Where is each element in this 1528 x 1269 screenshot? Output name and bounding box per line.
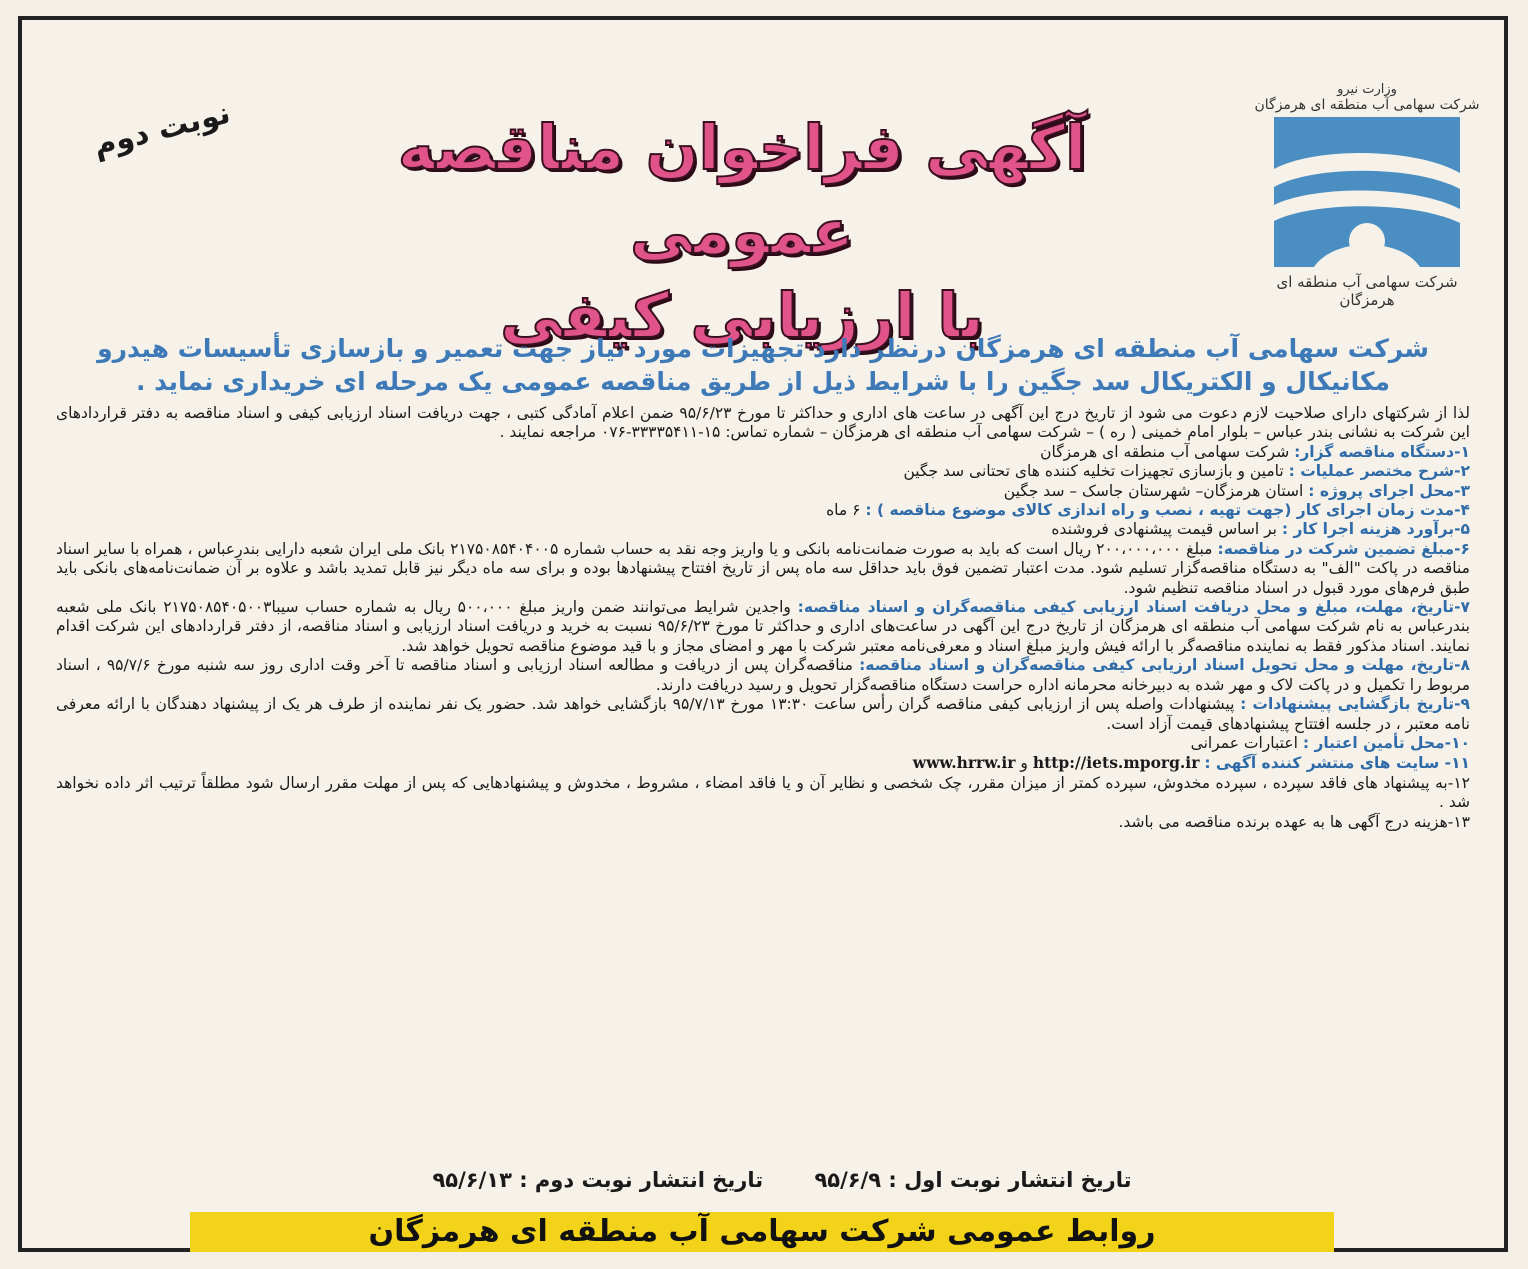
first-publish-date: تاریخ انتشار نوبت اول : ۹۵/۶/۹ (814, 1168, 1132, 1192)
list-item: ۱۲-به پیشنهاد های فاقد سپرده ، سپرده مخدوش، سپرده کمتر از میزان مقرر، چک شخصی و نظایر آن و یا فاقد امضاء ، مشروط ، مخدوش و پیشنهادهایی که پس از مهلت مقرر ارسال شود مطلقاً ترتیب اثر داده نخواهد شد . (56, 773, 1470, 812)
list-item: ۱۳-هزینه درج آگهی ها به عهده برنده مناقصه می باشد. (1118, 812, 1470, 831)
logo-company-bottom: شرکت سهامی آب منطقه ای هرمزگان (1276, 273, 1458, 309)
logo-company-top: شرکت سهامی آب منطقه ای هرمزگان (1254, 97, 1480, 113)
website-link-iets[interactable]: http://iets.mporg.ir (1032, 753, 1200, 773)
footer-banner: روابط عمومی شرکت سهامی آب منطقه ای هرمزگان (190, 1212, 1334, 1252)
list-item: ۸-تاریخ، مهلت و محل تحویل اسناد ارزیابی کیفی مناقصه‌گران و اسناد مناقصه: مناقصه‌گران پس از دریافت و مطالعه اسناد ارزیابی و اسناد مناقصه تا آخر وقت اداری روز سه شنبه مورخ ۹۵/۷/۶ ، اسناد مربوط را تکمیل و در پاکت لاک و مهر شده به دبیرخانه محرمانه اداره حراست دستگاه مناقصه‌گزار تحویل و رسید دریافت دارند. (56, 656, 1471, 694)
company-logo (1252, 82, 1482, 309)
list-item: ۷-تاریخ، مهلت، مبلغ و محل دریافت اسناد ارزیابی کیفی مناقصه‌گران و اسناد مناقصه: واجدین شرایط می‌توانند ضمن واریز مبلغ ۵۰۰،۰۰۰ ریال به شماره حساب سیبا۲۱۷۵۰۸۵۴۰۵۰۰۳ بانک ملی شعبه بندرعباس به نام شرکت سهامی آب منطقه ای هرمزگان از تاریخ درج این آگهی در ساعت‌های اداری و حداکثر تا مورخ ۹۵/۶/۲۳ نسبت به خرید و دریافت اسناد ارزیابی و اسناد مناقصه، از دفتر قراردادهای این شرکت اقدام نمایند. اسناد مذکور فقط به نماینده مناقصه‌گر با ارائه فیش واریز مبلغ اسناد و معرفی‌نامه معتبر شرکت با مهر و امضای مجاز و با قید موضوع مناقصه تحویل خواهد شد. (56, 598, 1470, 655)
notice-body (56, 404, 1470, 832)
list-item: ۵-برآورد هزینه اجرا کار : بر اساس قیمت پیشنهادی فروشنده (1051, 520, 1470, 539)
list-item: ۱۱- سایت های منتشر کننده آگهی : http://iets.mporg.ir و www.hrrw.ir (912, 753, 1470, 773)
list-item: ۱-دستگاه مناقصه گزار: شرکت سهامی آب منطقه ای هرمزگان (1040, 442, 1470, 461)
list-item: ۶-مبلغ تضمین شرکت در مناقصه: مبلغ ۲۰۰،۰۰۰،۰۰۰ ریال است که باید به صورت ضمانت‌نامه بانکی و یا واریز وجه نقد به حساب شماره ۲۱۷۵۰۸۵۴۰۴۰۰۵ بانک ملی ایران شعبه دارایی بندرعباس ، همراه با سایر اسناد مناقصه در پاکت "الف" به دستگاه مناقصه‌گزار تسلیم شود. مدت اعتبار تضمین فوق باید حداقل سه ماه پس از تاریخ افتتاح پیشنهادها بوده و برای سه ماه دیگر نیز قابل تمدید باشد و علاوه بر آن ضمانت‌نامه‌های بانکی باید طبق فرم‌های مورد قبول در اسناد مناقصه تنظیم شود. (56, 539, 1470, 597)
publish-dates (382, 1168, 1182, 1192)
header (22, 20, 1504, 352)
list-item: ۲-شرح مختصر عملیات : تامین و بازسازی تجهیزات تخلیه کننده های تحتانی سد جگین (903, 462, 1470, 481)
ministry-text: وزارت نیرو (1337, 82, 1397, 97)
water-wave-logo-icon (1274, 117, 1460, 267)
notice-page (18, 16, 1508, 1252)
list-item: ۹-تاریخ بازگشایی پیشنهادات : پیشنهادات واصله پس از ارزیابی کیفی مناقصه گران رأس ساعت ۱۳:۳۰ مورخ ۹۵/۷/۱۳ بازگشایی خواهد شد. حضور یک نفر نماینده از طرف هر یک از پیشنهاد دهندگان با ارائه معرفی نامه معتبر ، در جلسه افتتاح پیشنهادهای قیمت آزاد است. (56, 695, 1470, 733)
list-item: ۴-مدت زمان اجرای کار (جهت تهیه ، نصب و راه اندازی کالای موضوع مناقصه ) : ۶ ماه (826, 501, 1470, 520)
title-line-2: با ارزیابی کیفی (500, 279, 984, 352)
website-link-hrrw[interactable]: www.hrrw.ir (912, 753, 1016, 773)
page-title (322, 106, 1162, 358)
list-item: ۱۰-محل تأمین اعتبار : اعتبارات عمرانی (1190, 733, 1470, 752)
list-item: ۳-محل اجرای پروژه : استان هرمزگان– شهرستان جاسک – سد جگین (1003, 481, 1470, 500)
second-publish-date: تاریخ انتشار نوبت دوم : ۹۵/۶/۱۳ (432, 1168, 764, 1192)
round-badge: نوبت دوم (89, 95, 234, 164)
title-line-1: آگهی فراخوان مناقصه عمومی (397, 111, 1087, 268)
intro-text: شرکت سهامی آب منطقه ای هرمزگان درنظر دارد تجهیزات مورد نیاز جهت تعمیر و بازسازی تأسیسات هیدرو مکانیکال و الکتریکال سد جگین را با شرایط ذیل از طریق مناقصه عمومی یک مرحله ای خریداری نماید . (97, 334, 1429, 396)
invitation-paragraph: لذا از شرکتهای دارای صلاحیت لازم دعوت می شود از تاریخ درج این آگهی در ساعت های اداری و حداکثر تا مورخ ۹۵/۶/۲۳ ضمن اعلام آمادگی کتبی ، جهت دریافت اسناد ارزیابی کیفی و اسناد مناقصه به دفتر قراردادهای این شرکت به نشانی بندر عباس – بلوار امام خمینی ( ره ) – شرکت سهامی آب منطقه ای هرمزگان – شماره تماس: ۱۵-۳۳۳۳۵۴۱۱-۰۷۶ مراجعه نمایند . (56, 404, 1470, 442)
